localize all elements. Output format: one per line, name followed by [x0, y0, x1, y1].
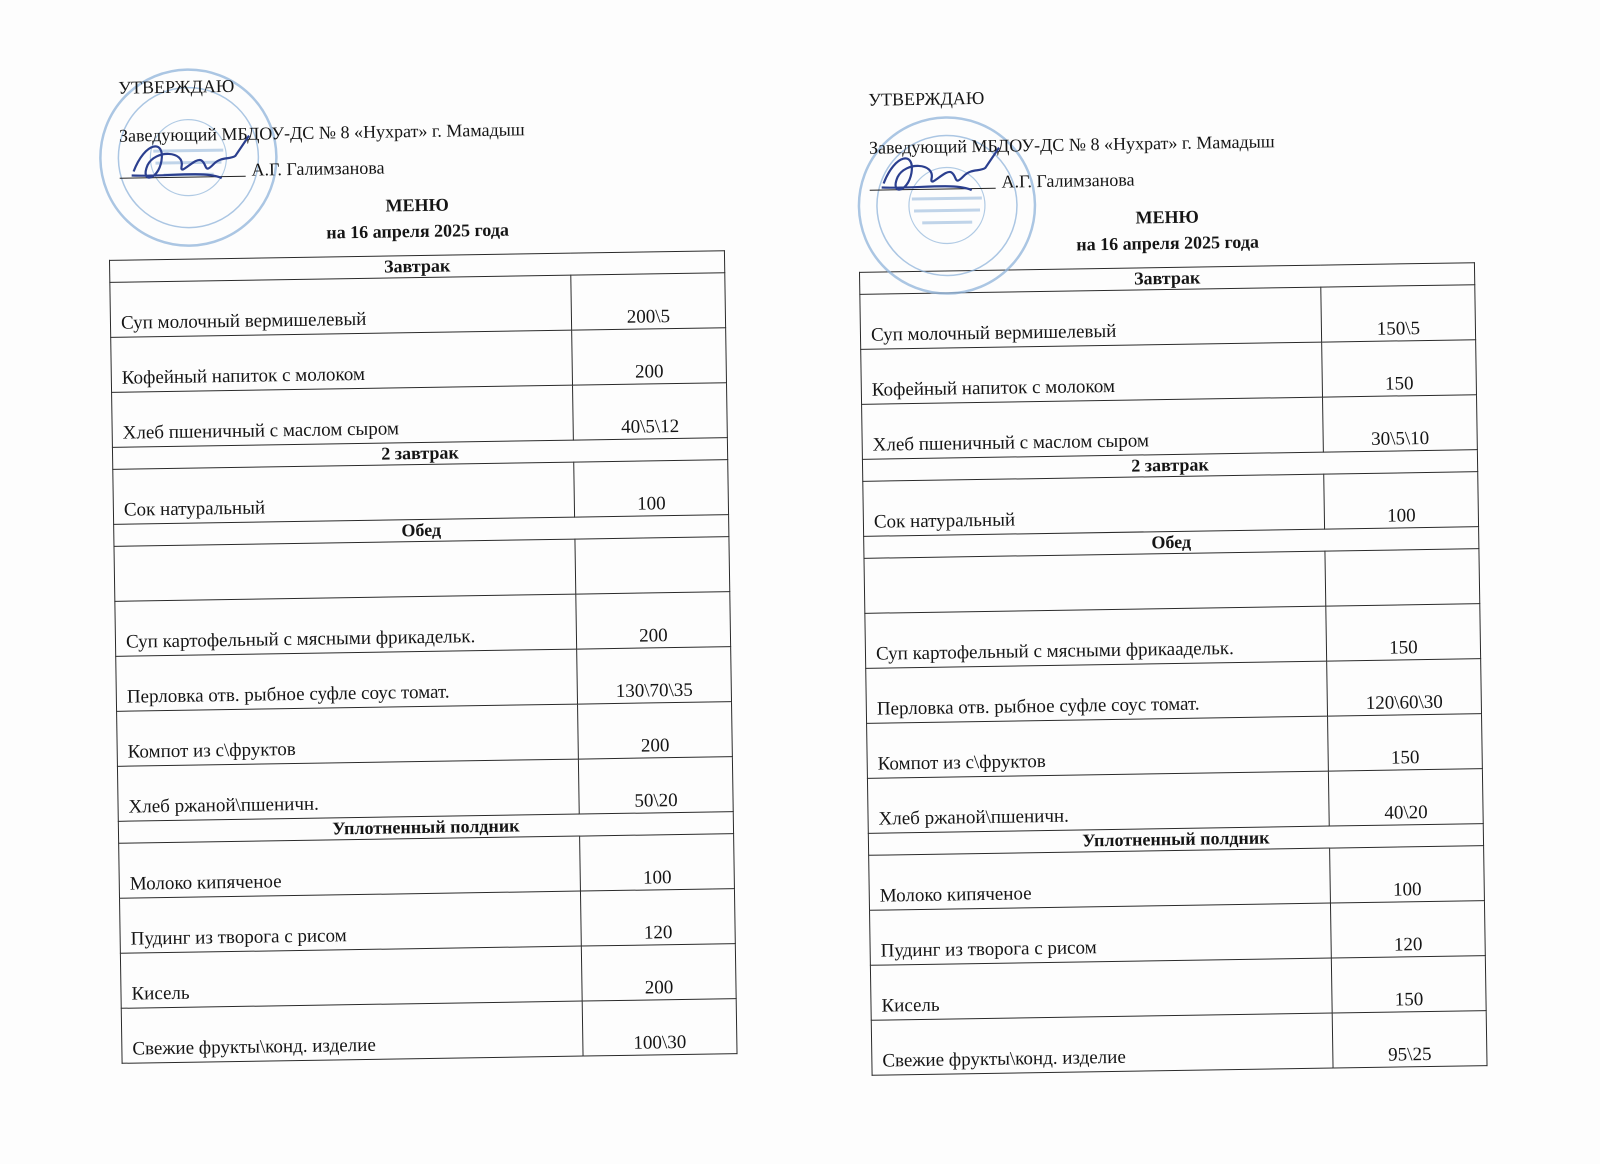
dish-portion: 150	[1322, 340, 1477, 397]
table-row	[867, 769, 1483, 834]
dish-portion: 120\60\30	[1327, 659, 1482, 716]
dish-portion	[1325, 549, 1480, 606]
table-row	[865, 604, 1481, 669]
dish-portion: 200	[572, 328, 727, 385]
dish-portion: 120	[580, 889, 735, 946]
dish-portion	[575, 537, 730, 594]
dish-name: Свежие фрукты\конд. изделие	[871, 1013, 1333, 1075]
dish-portion: 50\20	[578, 757, 733, 814]
approve-label: УТВЕРЖДАЮ	[118, 75, 235, 98]
dish-portion: 100	[1330, 846, 1485, 903]
table-row	[116, 647, 732, 712]
table-row	[112, 383, 728, 448]
dish-name: Пудинг из творога с рисом	[120, 891, 582, 953]
dish-portion: 200\5	[571, 273, 726, 330]
dish-name: Суп картофельный с мясными фрикадельк.	[115, 594, 577, 656]
menu-sheet	[850, 72, 1496, 1076]
dish-portion: 200	[581, 944, 736, 1001]
dish-name: Перловка отв. рыбное суфле соус томат.	[866, 661, 1328, 723]
dish-name: Перловка отв. рыбное суфле соус томат.	[116, 649, 578, 711]
table-row	[110, 273, 726, 338]
section-header: Завтрак	[109, 251, 724, 283]
dish-portion: 100	[1324, 472, 1479, 529]
dish-portion: 150	[1326, 604, 1481, 661]
dish-portion: 40\20	[1328, 769, 1483, 826]
menu-title: МЕНЮ	[385, 194, 449, 216]
menu-table	[859, 262, 1488, 1076]
table-row	[119, 834, 735, 899]
table-row	[115, 592, 731, 657]
dish-portion: 100	[574, 460, 729, 517]
signer-name: А.Г. Галимзанова	[1001, 169, 1135, 192]
table-row	[870, 901, 1486, 966]
table-row	[121, 999, 737, 1064]
table-row	[866, 659, 1482, 724]
section-header: Уплотненный полдник	[868, 824, 1483, 856]
table-row	[863, 472, 1479, 537]
table-row	[120, 889, 736, 954]
section-header: 2 завтрак	[862, 450, 1477, 482]
approve-label: УТВЕРЖДАЮ	[868, 87, 985, 110]
signer-name: А.Г. Галимзанова	[251, 157, 385, 180]
dish-name: Хлеб пшеничный с маслом сыром	[112, 385, 574, 447]
dish-name: Пудинг из творога с рисом	[870, 903, 1332, 965]
section-header: Завтрак	[859, 263, 1474, 295]
table-row	[869, 846, 1485, 911]
dish-name: Молоко кипяченое	[869, 848, 1331, 910]
menu-date: на 16 апреля 2025 года	[326, 219, 510, 243]
table-row	[864, 549, 1480, 614]
dish-portion: 100	[580, 834, 735, 891]
dish-portion: 200	[578, 702, 733, 759]
dish-portion: 120	[1330, 901, 1485, 958]
table-row	[871, 1011, 1487, 1076]
dish-portion: 130\70\35	[577, 647, 732, 704]
dish-name: Хлеб пшеничный с маслом сыром	[862, 397, 1324, 459]
section-header: Уплотненный полдник	[118, 812, 733, 844]
dish-name: Хлеб ржаной\пшеничн.	[867, 771, 1329, 833]
dish-name: Молоко кипяченое	[119, 836, 581, 898]
director-title: Заведующий МБДОУ-ДС № 8 «Нухрат» г. Мамадыш	[868, 131, 1275, 158]
dish-portion: 40\5\12	[573, 383, 728, 440]
table-row	[111, 328, 727, 393]
dish-name: Сок натуральный	[863, 474, 1325, 536]
dish-name: Кофейный напиток с молоком	[111, 330, 573, 392]
section-header: 2 завтрак	[112, 438, 727, 470]
dish-name: Свежие фрукты\конд. изделие	[121, 1001, 583, 1063]
menu-date: на 16 апреля 2025 года	[1076, 231, 1260, 255]
dish-portion: 95\25	[1332, 1011, 1487, 1068]
table-row	[867, 714, 1483, 779]
dish-name: Суп картофельный с мясными фрикаадельк.	[865, 606, 1327, 668]
table-row	[113, 460, 729, 525]
signature-icon	[125, 130, 256, 194]
dish-portion: 150	[1331, 956, 1486, 1013]
table-row	[870, 956, 1486, 1021]
director-title: Заведующий МБДОУ-ДС № 8 «Нухрат» г. Мамадыш	[118, 119, 525, 146]
approval-header	[850, 72, 1483, 272]
dish-portion: 200	[576, 592, 731, 649]
dish-portion: 150	[1328, 714, 1483, 771]
table-row	[862, 395, 1478, 460]
signature-icon	[875, 142, 1006, 206]
table-row	[117, 702, 733, 767]
dish-portion: 100\30	[582, 999, 737, 1056]
section-header: Обед	[114, 515, 729, 547]
section-header: Обед	[864, 527, 1479, 559]
dish-name: Компот из с\фруктов	[867, 716, 1329, 778]
dish-portion: 30\5\10	[1323, 395, 1478, 452]
dish-name: Компот из с\фруктов	[117, 704, 579, 766]
dish-name: Сок натуральный	[113, 462, 575, 524]
menu-title: МЕНЮ	[1135, 206, 1199, 228]
dish-name: Хлеб ржаной\пшеничн.	[117, 759, 579, 821]
dish-name: Кофейный напиток с молоком	[861, 342, 1323, 404]
dish-name	[114, 539, 576, 601]
table-row	[117, 757, 733, 822]
dish-name: Суп молочный вермишелевый	[860, 287, 1322, 349]
table-row	[861, 340, 1477, 405]
dish-portion: 150\5	[1321, 285, 1476, 342]
table-row	[114, 537, 730, 602]
menu-sheet	[100, 60, 746, 1064]
dish-name: Кисель	[120, 946, 582, 1008]
table-row	[120, 944, 736, 1009]
dish-name: Суп молочный вермишелевый	[110, 275, 572, 337]
dish-name: Кисель	[870, 958, 1332, 1020]
menu-table	[109, 250, 738, 1064]
dish-name	[864, 551, 1326, 613]
approval-header	[100, 60, 733, 260]
